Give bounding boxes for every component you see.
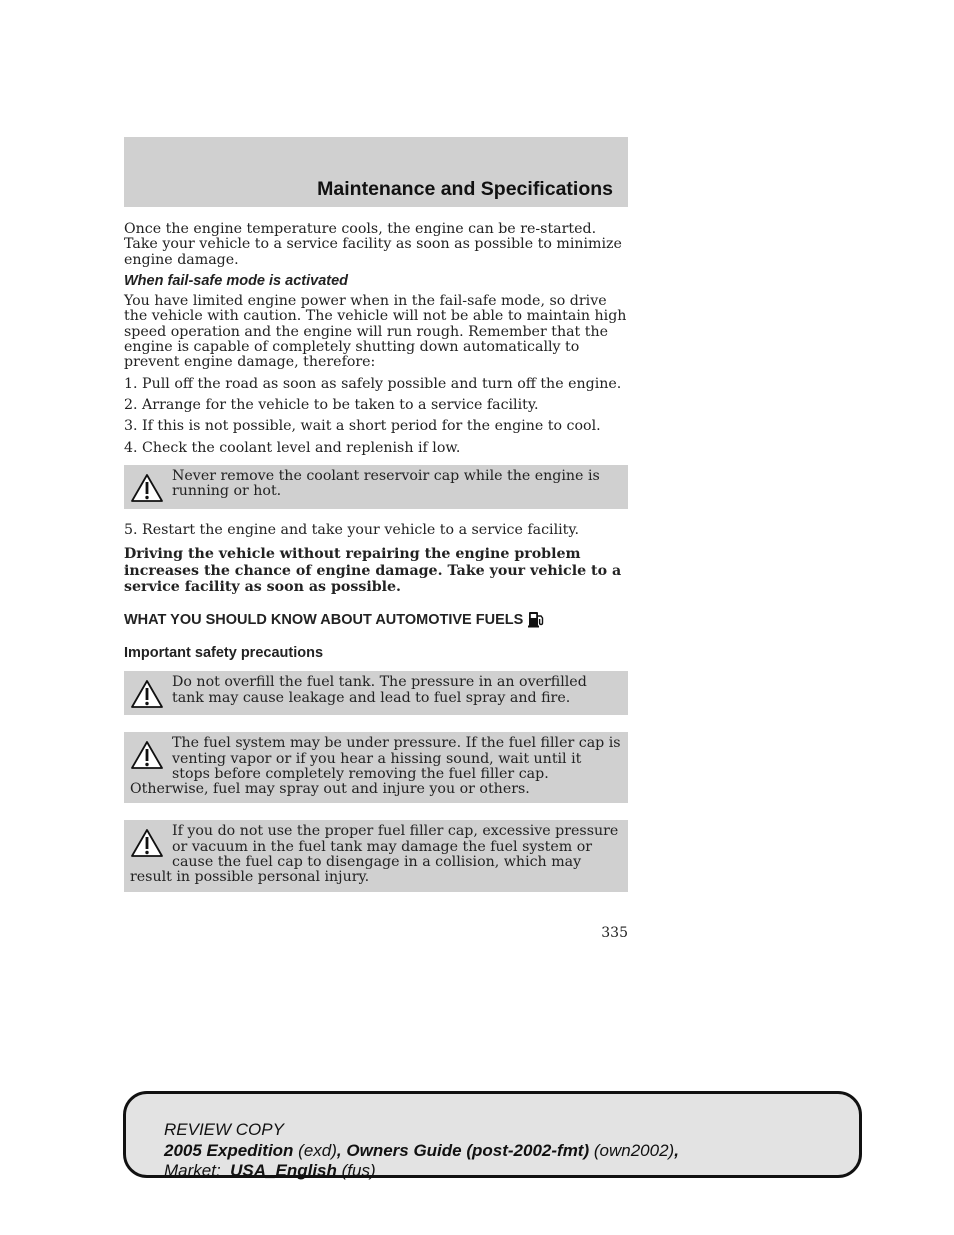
warning-box-coolant [124, 465, 628, 509]
fuels-heading-text: WHAT YOU SHOULD KNOW ABOUT AUTOMOTIVE FUELS [124, 612, 524, 629]
warning-box-overfill [124, 671, 628, 715]
guide-code: (own2002) [593, 1140, 675, 1160]
warning-triangle-icon [130, 679, 164, 709]
list-item: 4. Check the coolant level and replenish if low. [124, 439, 461, 456]
document-identity: 2005 Expedition (exd), Owners Guide (post-2002-fmt) (own2002), [164, 1140, 679, 1160]
page-content [124, 222, 628, 892]
warning-box-pressure [124, 732, 628, 803]
model-name: 2005 Expedition [164, 1140, 294, 1160]
failsafe-heading: When fail-safe mode is activated [124, 272, 349, 289]
warning-triangle-icon [130, 740, 164, 770]
section-title: Maintenance and Specifications [317, 178, 613, 200]
review-copy-box [123, 1091, 862, 1178]
market-name: USA_English [230, 1161, 337, 1180]
intro-paragraph: Once the engine temperature cools, the engine can be re-started. Take your vehicle to a service facility as soon as possible to minimize engine damage. [124, 221, 622, 268]
review-copy-text [164, 1120, 679, 1182]
model-code: (exd) [298, 1140, 337, 1160]
market-code: (fus) [341, 1161, 376, 1180]
page-number: 335 [601, 925, 628, 941]
list-item: 1. Pull off the road as soon as safely possible and turn off the engine. [124, 375, 622, 392]
guide-name: Owners Guide (post-2002-fmt) [346, 1140, 590, 1160]
warning-text: Do not overfill the fuel tank. The pressure in an overfilled tank may cause leakage and lead to fuel spray and fire. [172, 674, 587, 706]
warning-text: The fuel system may be under pressure. If the fuel filler cap is venting vapor or if you hear a hissing sound, wait until it stops before completely removing the fuel filler cap. Otherwise, fuel may spray out and injure you or others. [130, 735, 621, 798]
bold-note: Driving the vehicle without repairing the engine problem increases the chance of engine damage. Take your vehicle to a service facility as soon as possible. [124, 546, 622, 596]
market-label: Market: [164, 1161, 221, 1180]
market-line [164, 1161, 679, 1182]
list-item: 2. Arrange for the vehicle to be taken to a service facility. [124, 396, 539, 413]
list-item: 5. Restart the engine and take your vehicle to a service facility. [124, 521, 580, 538]
fuel-pump-icon [527, 610, 545, 632]
failsafe-body: You have limited engine power when in the fail-safe mode, so drive the vehicle with caution. The vehicle will not be able to maintain high speed operation and the engine will run rough. Remember that the engine is capable of completely shutting down automatically to prevent engine damage, therefore: [124, 293, 627, 371]
fuels-section-heading [124, 610, 628, 632]
safety-heading: Important safety precautions [124, 644, 324, 661]
warning-box-filler-cap [124, 820, 628, 891]
review-copy-label: REVIEW COPY [164, 1120, 284, 1139]
section-header-bar [124, 137, 628, 207]
warning-triangle-icon [130, 473, 164, 503]
list-item: 3. If this is not possible, wait a short period for the engine to cool. [124, 418, 601, 435]
warning-text: If you do not use the proper fuel filler cap, excessive pressure or vacuum in the fuel tank may damage the fuel system or cause the fuel cap to disengage in a collision, which may result in possible personal injury. [130, 823, 619, 886]
warning-triangle-icon [130, 828, 164, 858]
warning-text: Never remove the coolant reservoir cap while the engine is running or hot. [172, 467, 600, 500]
